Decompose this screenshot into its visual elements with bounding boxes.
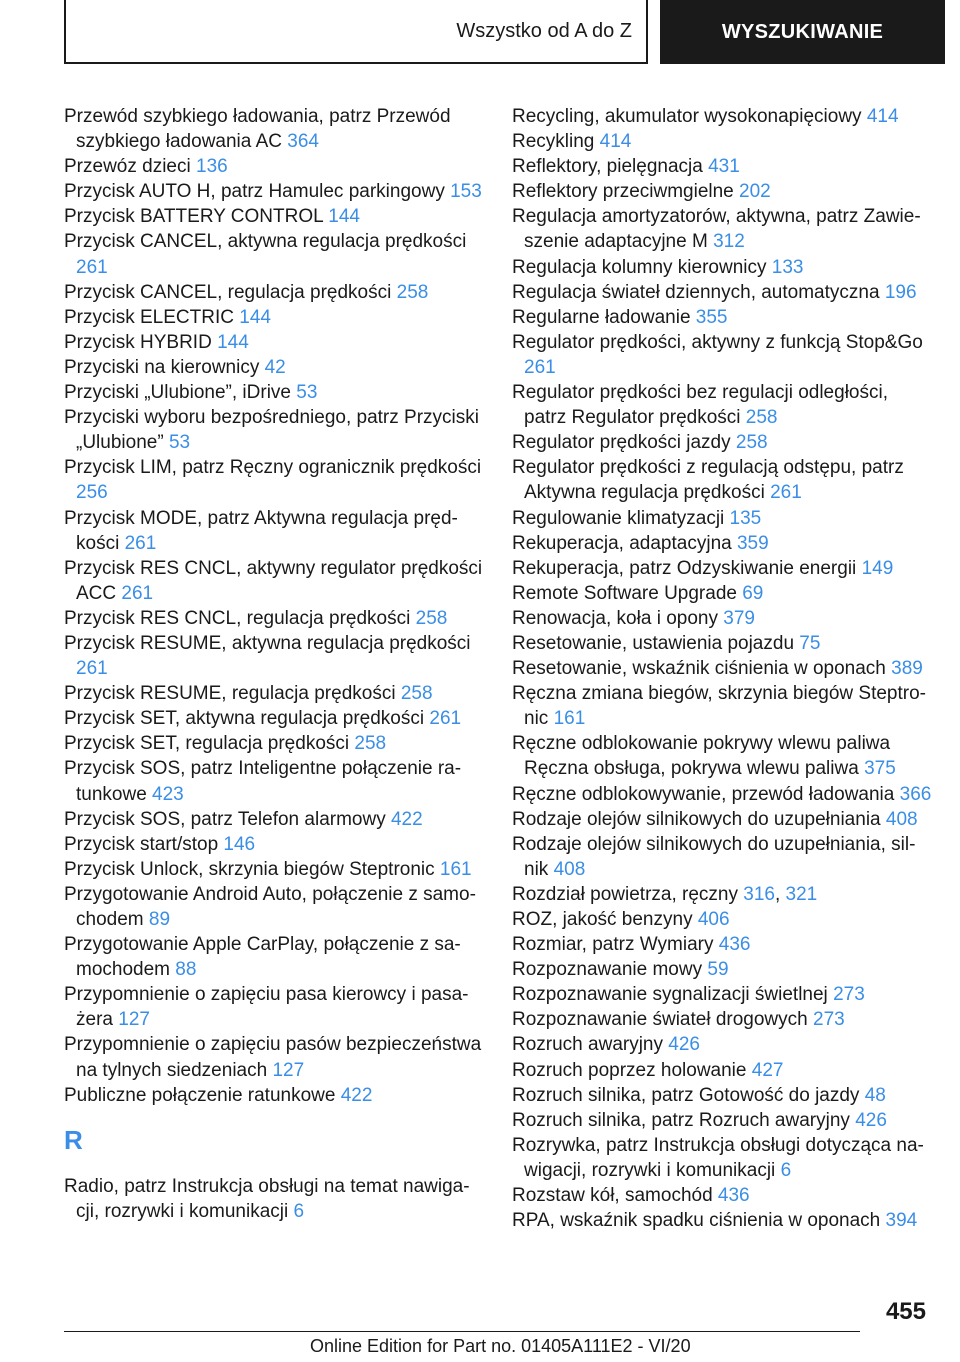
index-entry bbox=[512, 957, 932, 982]
index-entry-term: Radio, patrz Instrukcja obsługi na temat nawigacji, rozrywki i komunikacji bbox=[64, 1175, 470, 1222]
index-entry-term: Reflektory, pielęgnacja bbox=[512, 156, 709, 178]
page-reference-link[interactable]: 256 bbox=[76, 482, 108, 504]
page-reference-link[interactable]: 261 bbox=[524, 356, 556, 378]
index-entry bbox=[64, 455, 484, 505]
index-entry-term: Rozrywka, patrz Instrukcja obsługi dotycząca nawigacji, rozrywki i komunikacji bbox=[512, 1134, 924, 1181]
index-entry bbox=[512, 380, 932, 430]
index-entry bbox=[64, 380, 484, 405]
page-reference-link[interactable]: 88 bbox=[175, 959, 197, 981]
index-entry-term: Przycisk RES CNCL, regulacja prędkości bbox=[64, 607, 416, 629]
index-entry bbox=[512, 656, 932, 681]
index-entry: Rozdział powietrza, ręczny 316, 321 bbox=[512, 883, 818, 905]
index-entry bbox=[512, 1083, 932, 1108]
page-reference-link[interactable]: 59 bbox=[707, 959, 729, 981]
index-entry-term: Przyciski wyboru bezpośredniego, patrz Przyciski „Ulubione” bbox=[64, 407, 479, 454]
page-reference-link[interactable]: 153 bbox=[450, 181, 482, 203]
index-entry bbox=[512, 506, 932, 531]
index-entry-term: Przycisk ELECTRIC bbox=[64, 306, 240, 328]
index-entry-term: RPA, wskaźnik spadku ciśnienia w oponach bbox=[512, 1210, 886, 1232]
index-entry-term: Przycisk HYBRID bbox=[64, 331, 218, 353]
index-entry-term: Przyciski „Ulubione”, iDrive bbox=[64, 382, 297, 404]
index-entry bbox=[512, 1032, 932, 1057]
index-column-left bbox=[64, 104, 484, 1224]
index-entry bbox=[64, 179, 484, 204]
page-reference-link[interactable]: 161 bbox=[553, 708, 586, 730]
page-reference-link[interactable]: 321 bbox=[785, 883, 818, 905]
index-entry-term: Regulator prędkości jazdy bbox=[512, 432, 736, 454]
page-reference-link[interactable]: 261 bbox=[770, 482, 802, 504]
page-reference-link[interactable]: 144 bbox=[217, 331, 249, 353]
page-reference-link[interactable]: 261 bbox=[429, 708, 462, 730]
index-entry-term: Przycisk BATTERY CONTROL bbox=[64, 206, 329, 228]
page-reference-link[interactable]: 394 bbox=[885, 1210, 918, 1232]
page-reference-link[interactable]: 427 bbox=[751, 1059, 784, 1081]
index-entry bbox=[512, 631, 932, 656]
page-reference-link[interactable]: 422 bbox=[340, 1084, 373, 1106]
page-reference-link[interactable]: 42 bbox=[264, 356, 286, 378]
page-reference-link[interactable]: 359 bbox=[736, 532, 769, 554]
page-reference-link[interactable]: 389 bbox=[891, 658, 923, 680]
section-tab-label: WYSZUKIWANIE bbox=[721, 20, 884, 43]
index-entry-term: Przycisk AUTO H, patrz Hamulec parkingowy bbox=[64, 181, 451, 203]
page-reference-link[interactable]: 423 bbox=[152, 783, 184, 805]
index-entry-term: Przycisk RESUME, regulacja prędkości bbox=[64, 683, 401, 705]
page-reference-link[interactable]: 48 bbox=[864, 1084, 886, 1106]
index-entry bbox=[64, 355, 484, 380]
index-entry-term: Przypomnienie o zapięciu pasów bezpieczeństwa na tylnych siedzeniach bbox=[64, 1034, 482, 1081]
section-letter: R bbox=[64, 1124, 83, 1155]
index-entry-term: Rozpoznawanie sygnalizacji świetlnej bbox=[512, 984, 834, 1006]
page-reference-link[interactable]: 196 bbox=[884, 281, 917, 303]
index-entry bbox=[512, 204, 932, 254]
index-entry bbox=[512, 280, 932, 305]
index-entry-term: Rozmiar, patrz Wymiary bbox=[512, 934, 719, 956]
index-entry bbox=[64, 932, 484, 982]
index-entry bbox=[512, 455, 932, 505]
page-reference-link[interactable]: 406 bbox=[697, 909, 730, 930]
page-reference-link[interactable]: 422 bbox=[390, 808, 423, 830]
page-number: 455 bbox=[885, 1298, 926, 1325]
index-entry-term: Przypomnienie o zapięciu pasa kierowcy i pasażera bbox=[64, 984, 469, 1031]
page-reference-link[interactable]: 312 bbox=[713, 231, 745, 253]
page-reference-link[interactable]: 379 bbox=[723, 607, 755, 629]
index-entry bbox=[64, 104, 484, 154]
page-reference-link[interactable]: 144 bbox=[328, 206, 360, 228]
footer-edition: Online Edition for Part no. 01405A111E2 - VI/20 bbox=[310, 1336, 691, 1356]
index-entry-term: Przygotowanie Android Auto, połączenie z samochodem bbox=[64, 883, 476, 930]
index-entry-term: Regulacja amortyzatorów, aktywna, patrz Zawieszenie adaptacyjne M bbox=[512, 206, 921, 253]
index-entry bbox=[512, 255, 932, 280]
index-entry bbox=[512, 104, 932, 129]
index-entry bbox=[512, 1133, 932, 1183]
index-entry bbox=[512, 782, 932, 807]
index-entry-term: Rozruch silnika, patrz Gotowość do jazdy bbox=[512, 1084, 865, 1106]
index-entry-term: ROZ, jakość benzyny bbox=[512, 909, 698, 930]
page-reference-link[interactable]: 364 bbox=[287, 131, 319, 153]
index-entry bbox=[64, 756, 484, 806]
index-entry bbox=[512, 531, 932, 556]
page-reference-link[interactable]: 261 bbox=[121, 582, 154, 604]
page-reference-link[interactable]: 258 bbox=[396, 281, 429, 303]
index-entry bbox=[512, 982, 932, 1007]
page-reference-link[interactable]: 53 bbox=[296, 382, 318, 404]
index-entry-term: Rozruch poprzez holowanie bbox=[512, 1059, 752, 1081]
page-reference-link[interactable]: 69 bbox=[742, 582, 764, 604]
index-entry-term: Regularne ładowanie bbox=[512, 306, 696, 328]
index-entry-term: Rekuperacja, patrz Odzyskiwanie energii bbox=[512, 557, 862, 579]
index-entry bbox=[512, 606, 932, 631]
index-entry bbox=[512, 129, 932, 154]
page-reference-link[interactable]: 127 bbox=[272, 1059, 305, 1081]
index-entry-term: Regulator prędkości z regulacją odstępu, patrz Aktywna regulacja prędkości bbox=[512, 457, 904, 504]
page-reference-link[interactable]: 258 bbox=[745, 407, 778, 429]
page-reference-link[interactable]: 258 bbox=[735, 432, 768, 454]
index-entry bbox=[64, 280, 484, 305]
index-entry bbox=[512, 932, 932, 957]
breadcrumb bbox=[64, 0, 648, 64]
page-reference-link[interactable]: 261 bbox=[124, 532, 157, 554]
page-reference-link[interactable]: 89 bbox=[148, 909, 171, 930]
index-entry-term: Resetowanie, wskaźnik ciśnienia w oponach bbox=[512, 658, 892, 680]
index-entry bbox=[512, 556, 932, 581]
index-entry-term: Przycisk SET, regulacja prędkości bbox=[64, 733, 355, 755]
index-entry-term: Regulator prędkości, aktywny z funkcją Stop&Go bbox=[512, 331, 923, 353]
index-entry-term: Rozruch silnika, patrz Rozruch awaryjny bbox=[512, 1109, 856, 1131]
index-entry-term: Ręczne odblokowywanie, przewód ładowania bbox=[512, 783, 900, 805]
index-entry-term: Ręczna zmiana biegów, skrzynia biegów Steptronic bbox=[512, 683, 926, 730]
index-entry bbox=[64, 506, 484, 556]
page-reference-link[interactable]: 146 bbox=[223, 833, 256, 855]
page-reference-link[interactable]: 136 bbox=[196, 156, 228, 178]
index-entry-term: Rekuperacja, adaptacyjna bbox=[512, 532, 737, 554]
index-entry-term: Przycisk RESUME, aktywna regulacja prędkości bbox=[64, 632, 471, 654]
index-entry bbox=[64, 204, 484, 229]
page-reference-link[interactable]: 408 bbox=[553, 858, 586, 880]
index-entry-term: Przewód szybkiego ładowania, patrz Przewód szybkiego ładowania AC bbox=[64, 106, 451, 153]
index-entry bbox=[512, 1108, 932, 1133]
index-entry bbox=[512, 1183, 932, 1208]
page-reference-link[interactable]: 202 bbox=[739, 181, 771, 203]
index-entry bbox=[512, 330, 932, 380]
page-reference-link[interactable]: 414 bbox=[866, 106, 899, 127]
index-entry bbox=[512, 1058, 932, 1083]
index-entry-term: Remote Software Upgrade bbox=[512, 582, 743, 604]
index-entry-term: Rozruch awaryjny bbox=[512, 1034, 669, 1056]
index-entry bbox=[64, 882, 484, 932]
page-reference-link[interactable]: 258 bbox=[415, 607, 448, 629]
index-entry-term: Przycisk MODE, patrz Aktywna regulacja prędkości bbox=[64, 507, 458, 554]
index-entry bbox=[512, 1208, 932, 1233]
index-entry-term: Przycisk CANCEL, regulacja prędkości bbox=[64, 281, 397, 303]
index-entry bbox=[512, 731, 932, 781]
index-entry-term: Przycisk Unlock, skrzynia biegów Steptronic bbox=[64, 858, 440, 880]
page-reference-link[interactable]: 135 bbox=[729, 507, 762, 529]
index-entry bbox=[512, 807, 932, 832]
page-reference-link[interactable]: 426 bbox=[855, 1109, 887, 1131]
index-entry-term: Przyciski na kierownicy bbox=[64, 356, 265, 378]
index-entry bbox=[64, 305, 484, 330]
index-entry-term: Rozpoznawanie świateł drogowych bbox=[512, 1009, 813, 1031]
page-reference-link[interactable]: 133 bbox=[771, 256, 804, 278]
index-entry-term: Recycling, akumulator wysokonapięciowy bbox=[512, 106, 867, 127]
index-entry bbox=[64, 731, 484, 756]
index-entry-term: Przycisk RES CNCL, aktywny regulator prędkości ACC bbox=[64, 557, 483, 604]
index-entry-term: Reflektory przeciwmgielne bbox=[512, 181, 740, 203]
index-entry-term: Przycisk start/stop bbox=[64, 833, 224, 855]
index-entry-term: Rodzaje olejów silnikowych do uzupełniania bbox=[512, 808, 886, 830]
index-entry-term: Rozstaw kół, samochód bbox=[512, 1185, 718, 1207]
index-entry bbox=[64, 330, 484, 355]
index-entry bbox=[64, 1083, 484, 1108]
index-entry bbox=[64, 405, 484, 455]
index-entry-term: Przewóz dzieci bbox=[64, 156, 196, 178]
index-entry bbox=[64, 706, 484, 731]
index-entry bbox=[64, 857, 484, 882]
page-reference-link[interactable]: 436 bbox=[718, 934, 751, 956]
page-header bbox=[0, 0, 960, 68]
index-entry bbox=[512, 154, 932, 179]
index-entry-term: Renowacja, koła i opony bbox=[512, 607, 724, 629]
index-entry-term: Przycisk SET, aktywna regulacja prędkości bbox=[64, 708, 430, 730]
index-entry bbox=[512, 681, 932, 731]
breadcrumb-label: Wszystko od A do Z bbox=[456, 19, 632, 42]
index-entry bbox=[512, 907, 932, 932]
index-entry bbox=[64, 1174, 484, 1224]
index-entry-term: Regulacja świateł dziennych, automatyczna bbox=[512, 281, 885, 303]
index-entry bbox=[512, 832, 932, 882]
index-entry-term: Regulowanie klimatyzacji bbox=[512, 507, 730, 529]
page-reference-link[interactable]: 261 bbox=[76, 256, 108, 278]
index-entry bbox=[64, 832, 484, 857]
index-entry bbox=[64, 1032, 484, 1082]
page-reference-link[interactable]: 414 bbox=[599, 131, 632, 153]
page-reference-link[interactable]: 144 bbox=[239, 306, 271, 328]
page-reference-link[interactable]: 431 bbox=[708, 156, 740, 178]
index-entry bbox=[512, 581, 932, 606]
index-entry-term: Regulator prędkości bez regulacji odległości, patrz Regulator prędkości bbox=[512, 382, 888, 429]
page-reference-link[interactable]: 273 bbox=[833, 984, 865, 1006]
index-entry bbox=[64, 681, 484, 706]
index-entry-term: Przycisk SOS, patrz Inteligentne połączenie ratunkowe bbox=[64, 758, 462, 805]
index-entry-term: Resetowanie, ustawienia pojazdu bbox=[512, 632, 800, 654]
index-entry-term: Przycisk SOS, patrz Telefon alarmowy bbox=[64, 808, 391, 830]
page-reference-link[interactable]: 6 bbox=[780, 1159, 792, 1181]
index-column-right bbox=[512, 104, 932, 1233]
page-reference-link[interactable]: 149 bbox=[861, 557, 894, 579]
index-entry-term: Rozpoznawanie mowy bbox=[512, 959, 708, 981]
page-reference-link[interactable]: 6 bbox=[293, 1200, 305, 1222]
index-entry-term: Regulacja kolumny kierownicy bbox=[512, 256, 772, 278]
index-entry bbox=[64, 982, 484, 1032]
page-reference-link[interactable]: 53 bbox=[168, 432, 191, 454]
index-entry bbox=[64, 229, 484, 279]
page-reference-link[interactable]: 375 bbox=[864, 758, 896, 780]
index-entry bbox=[512, 1007, 932, 1032]
index-entry-term: Ręczne odblokowanie pokrywy wlewu paliwa Ręczna obsługa, pokrywa wlewu paliwa bbox=[512, 733, 891, 780]
index-entry-term: Rozdział powietrza, ręczny bbox=[512, 883, 744, 905]
section-spacer bbox=[64, 1160, 484, 1174]
index-entry bbox=[64, 154, 484, 179]
page-reference-link[interactable]: 426 bbox=[668, 1034, 700, 1056]
page-reference-link[interactable]: 127 bbox=[118, 1009, 150, 1031]
page-reference-link[interactable]: 366 bbox=[899, 783, 932, 805]
page-reference-link[interactable]: 258 bbox=[400, 683, 433, 705]
index-entry bbox=[64, 606, 484, 631]
index-entry bbox=[64, 631, 484, 681]
page-reference-link[interactable]: 75 bbox=[799, 632, 821, 654]
index-entry-term: Publiczne połączenie ratunkowe bbox=[64, 1084, 341, 1106]
section-tab bbox=[660, 0, 945, 64]
page-reference-link[interactable]: 258 bbox=[354, 733, 387, 755]
footer-divider bbox=[64, 1331, 860, 1332]
page-reference-link[interactable]: 161 bbox=[439, 858, 472, 880]
index-entry bbox=[512, 430, 932, 455]
page-reference-link[interactable]: 355 bbox=[695, 306, 728, 328]
index-entry-term: Przycisk LIM, patrz Ręczny ogranicznik prędkości bbox=[64, 457, 482, 479]
index-entry bbox=[512, 305, 932, 330]
index-entry bbox=[512, 179, 932, 204]
index-entry bbox=[64, 556, 484, 606]
page-reference-link[interactable]: 273 bbox=[813, 1009, 845, 1031]
page-reference-link[interactable]: 436 bbox=[717, 1185, 750, 1207]
page-reference-link[interactable]: 261 bbox=[76, 658, 108, 680]
index-entry-term: Rodzaje olejów silnikowych do uzupełniania, silnik bbox=[512, 833, 916, 880]
index-entry-term: Recykling bbox=[512, 131, 600, 153]
index-entry bbox=[64, 807, 484, 832]
index-entry-term: Przygotowanie Apple CarPlay, połączenie z samochodem bbox=[64, 934, 461, 981]
index-entry-term: Przycisk CANCEL, aktywna regulacja prędkości bbox=[64, 231, 467, 253]
page-reference-link[interactable]: 408 bbox=[885, 808, 918, 830]
page-reference-link[interactable]: 316 bbox=[743, 883, 775, 905]
